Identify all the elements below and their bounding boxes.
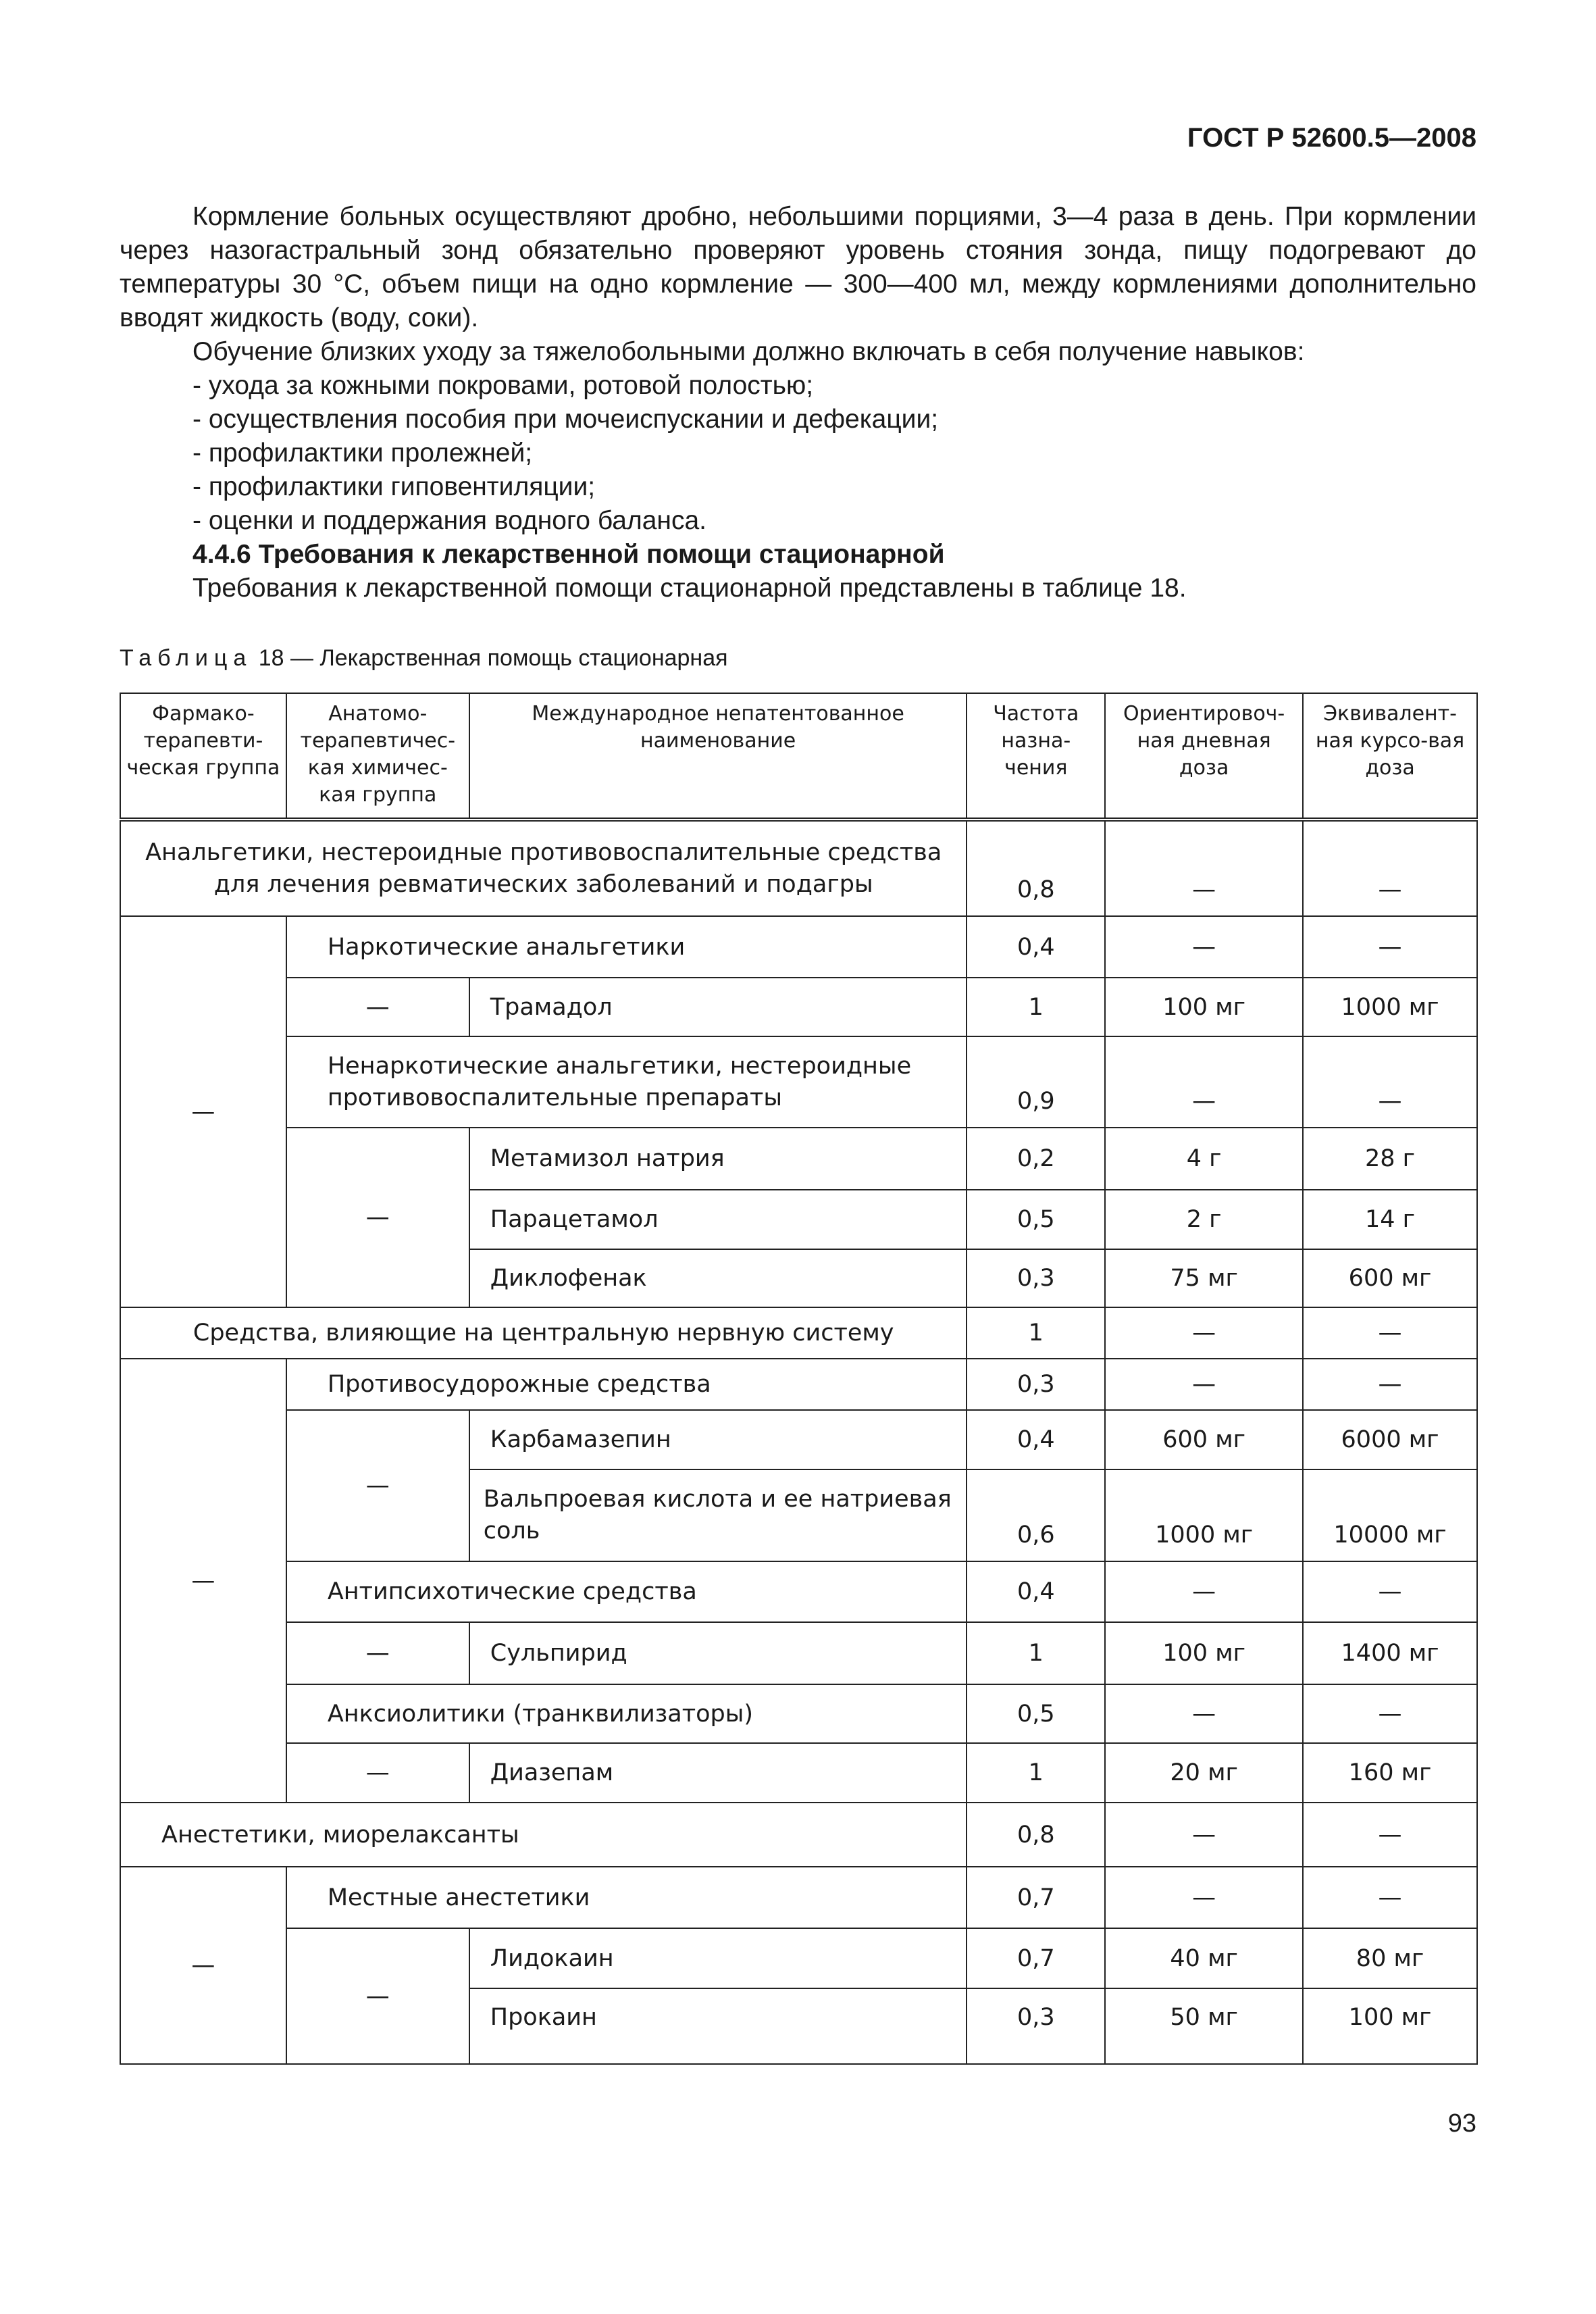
empty-atc-dash: — — [286, 978, 469, 1036]
course-dose-cell: 1400 мг — [1303, 1622, 1477, 1684]
frequency-cell: 1 — [967, 1622, 1105, 1684]
group-name: Анестетики, миорелаксанты — [120, 1803, 967, 1867]
list-item: - профилактики гиповентиляции; — [192, 472, 596, 501]
paragraph-feeding: Кормление больных осуществляют дробно, небольшими порциями, 3—4 раза в день. При кормлении через назогастральный зонд обязательно проверяют уровень стояния зонда, пищу подогревают до температуры 30 °С, объем пищи на одно кормление — 300—400 мл, между кормлениями дополнительно вводят жидкость (воду, соки). — [120, 202, 1476, 332]
table-row — [120, 1410, 1477, 1469]
header-atc-group: Анатомо-терапевтичес-кая химичес-кая группа — [286, 693, 469, 820]
frequency-cell: 0,9 — [967, 1036, 1105, 1128]
table-row — [120, 916, 1477, 978]
course-dose-cell: — — [1303, 1684, 1477, 1743]
header-frequency: Частота назна-чения — [967, 693, 1105, 820]
group-name: Анальгетики, нестероидные противовоспалительные средства для лечения ревматических заболеваний и подагры — [120, 820, 967, 916]
daily-dose-cell: — — [1105, 1803, 1303, 1867]
frequency-cell: 0,2 — [967, 1128, 1105, 1190]
header-course-dose: Эквивалент-ная курсо-вая доза — [1303, 693, 1477, 820]
medication-table — [120, 693, 1478, 2065]
daily-dose-cell: 4 г — [1105, 1128, 1303, 1190]
table-row — [120, 1928, 1477, 1988]
table-row — [120, 1036, 1477, 1128]
drug-name: Трамадол — [469, 978, 967, 1036]
frequency-cell: 0,4 — [967, 916, 1105, 978]
frequency-cell: 1 — [967, 1307, 1105, 1359]
daily-dose-cell: 100 мг — [1105, 1622, 1303, 1684]
frequency-cell: 0,7 — [967, 1867, 1105, 1928]
header-pharmacotherapeutic-group: Фармако-терапевти-ческая группа — [120, 693, 286, 820]
empty-atc-dash: — — [286, 1410, 469, 1561]
empty-group-dash: — — [120, 1359, 286, 1803]
subgroup-name: Местные анестетики — [286, 1867, 967, 1928]
list-item: - оценки и поддержания водного баланса. — [192, 506, 706, 535]
course-dose-cell: 1000 мг — [1303, 978, 1477, 1036]
course-dose-cell: — — [1303, 916, 1477, 978]
daily-dose-cell: 75 мг — [1105, 1249, 1303, 1307]
table-row — [120, 820, 1477, 916]
frequency-cell: 0,8 — [967, 1803, 1105, 1867]
document-header: ГОСТ Р 52600.5—2008 — [1187, 123, 1476, 153]
course-dose-cell: 160 мг — [1303, 1743, 1477, 1803]
daily-dose-cell: — — [1105, 1036, 1303, 1128]
drug-name: Карбамазепин — [469, 1410, 967, 1469]
table-row — [120, 1359, 1477, 1410]
frequency-cell: 0,7 — [967, 1928, 1105, 1988]
frequency-cell: 0,5 — [967, 1190, 1105, 1249]
course-dose-cell: — — [1303, 820, 1477, 916]
daily-dose-cell: 50 мг — [1105, 1988, 1303, 2064]
course-dose-cell: 6000 мг — [1303, 1410, 1477, 1469]
drug-name: Прокаин — [469, 1988, 967, 2064]
table-row — [120, 1128, 1477, 1190]
frequency-cell: 0,3 — [967, 1249, 1105, 1307]
daily-dose-cell: — — [1105, 1684, 1303, 1743]
table-row — [120, 1743, 1477, 1803]
table-row — [120, 1684, 1477, 1743]
header-daily-dose: Ориентировоч-ная дневная доза — [1105, 693, 1303, 820]
group-name: Средства, влияющие на центральную нервную систему — [120, 1307, 967, 1359]
subgroup-name: Анксиолитики (транквилизаторы) — [286, 1684, 967, 1743]
course-dose-cell: 600 мг — [1303, 1249, 1477, 1307]
empty-atc-dash: — — [286, 1622, 469, 1684]
table-row — [120, 1622, 1477, 1684]
subgroup-name: Антипсихотические средства — [286, 1561, 967, 1622]
drug-name: Диазепам — [469, 1743, 967, 1803]
frequency-cell: 0,8 — [967, 820, 1105, 916]
empty-group-dash: — — [120, 916, 286, 1307]
daily-dose-cell: 100 мг — [1105, 978, 1303, 1036]
course-dose-cell: — — [1303, 1307, 1477, 1359]
empty-atc-dash: — — [286, 1928, 469, 2064]
daily-dose-cell: — — [1105, 1307, 1303, 1359]
course-dose-cell: 14 г — [1303, 1190, 1477, 1249]
frequency-cell: 0,4 — [967, 1561, 1105, 1622]
table-row — [120, 1307, 1477, 1359]
daily-dose-cell: 20 мг — [1105, 1743, 1303, 1803]
table-row — [120, 1561, 1477, 1622]
course-dose-cell: — — [1303, 1561, 1477, 1622]
daily-dose-cell: — — [1105, 1359, 1303, 1410]
section-text: Требования к лекарственной помощи стационарной представлены в таблице 18. — [192, 574, 1187, 603]
drug-name: Лидокаин — [469, 1928, 967, 1988]
daily-dose-cell: 40 мг — [1105, 1928, 1303, 1988]
drug-name: Диклофенак — [469, 1249, 967, 1307]
course-dose-cell: 100 мг — [1303, 1988, 1477, 2064]
list-item: - ухода за кожными покровами, ротовой полостью; — [192, 371, 814, 400]
daily-dose-cell: — — [1105, 820, 1303, 916]
table-row — [120, 1867, 1477, 1928]
course-dose-cell: — — [1303, 1867, 1477, 1928]
daily-dose-cell: — — [1105, 1561, 1303, 1622]
table-caption-text: 18 — Лекарственная помощь стационарная — [258, 645, 728, 671]
frequency-cell: 1 — [967, 1743, 1105, 1803]
course-dose-cell: — — [1303, 1036, 1477, 1128]
subgroup-name: Наркотические анальгетики — [286, 916, 967, 978]
empty-atc-dash: — — [286, 1743, 469, 1803]
table-row — [120, 1803, 1477, 1867]
table-caption — [120, 645, 728, 672]
drug-name: Парацетамол — [469, 1190, 967, 1249]
drug-name: Вальпроевая кислота и ее натриевая соль — [469, 1469, 967, 1561]
page-number: 93 — [1447, 2109, 1476, 2138]
body-text — [120, 200, 1476, 605]
table-row — [120, 978, 1477, 1036]
table-caption-word: Таблица — [120, 645, 253, 671]
course-dose-cell: 10000 мг — [1303, 1469, 1477, 1561]
daily-dose-cell: 600 мг — [1105, 1410, 1303, 1469]
subgroup-name: Противосудорожные средства — [286, 1359, 967, 1410]
course-dose-cell: 28 г — [1303, 1128, 1477, 1190]
daily-dose-cell: 2 г — [1105, 1190, 1303, 1249]
frequency-cell: 1 — [967, 978, 1105, 1036]
subgroup-name: Ненаркотические анальгетики, нестероидные противовоспалительные препараты — [286, 1036, 967, 1128]
frequency-cell: 0,6 — [967, 1469, 1105, 1561]
frequency-cell: 0,5 — [967, 1684, 1105, 1743]
empty-group-dash: — — [120, 1867, 286, 2064]
course-dose-cell: 80 мг — [1303, 1928, 1477, 1988]
drug-name: Сульпирид — [469, 1622, 967, 1684]
drug-name: Метамизол натрия — [469, 1128, 967, 1190]
header-inn: Международное непатентованное наименование — [469, 693, 967, 820]
daily-dose-cell: 1000 мг — [1105, 1469, 1303, 1561]
daily-dose-cell: — — [1105, 1867, 1303, 1928]
frequency-cell: 0,3 — [967, 1988, 1105, 2064]
course-dose-cell: — — [1303, 1803, 1477, 1867]
empty-atc-dash: — — [286, 1128, 469, 1307]
frequency-cell: 0,3 — [967, 1359, 1105, 1410]
list-item: - осуществления пособия при мочеиспускании и дефекации; — [192, 405, 939, 434]
daily-dose-cell: — — [1105, 916, 1303, 978]
course-dose-cell: — — [1303, 1359, 1477, 1410]
frequency-cell: 0,4 — [967, 1410, 1105, 1469]
section-title: 4.4.6 Требования к лекарственной помощи стационарной — [192, 540, 945, 569]
paragraph-training: Обучение близких уходу за тяжелобольными должно включать в себя получение навыков: — [192, 337, 1305, 366]
list-item: - профилактики пролежней; — [192, 438, 533, 468]
